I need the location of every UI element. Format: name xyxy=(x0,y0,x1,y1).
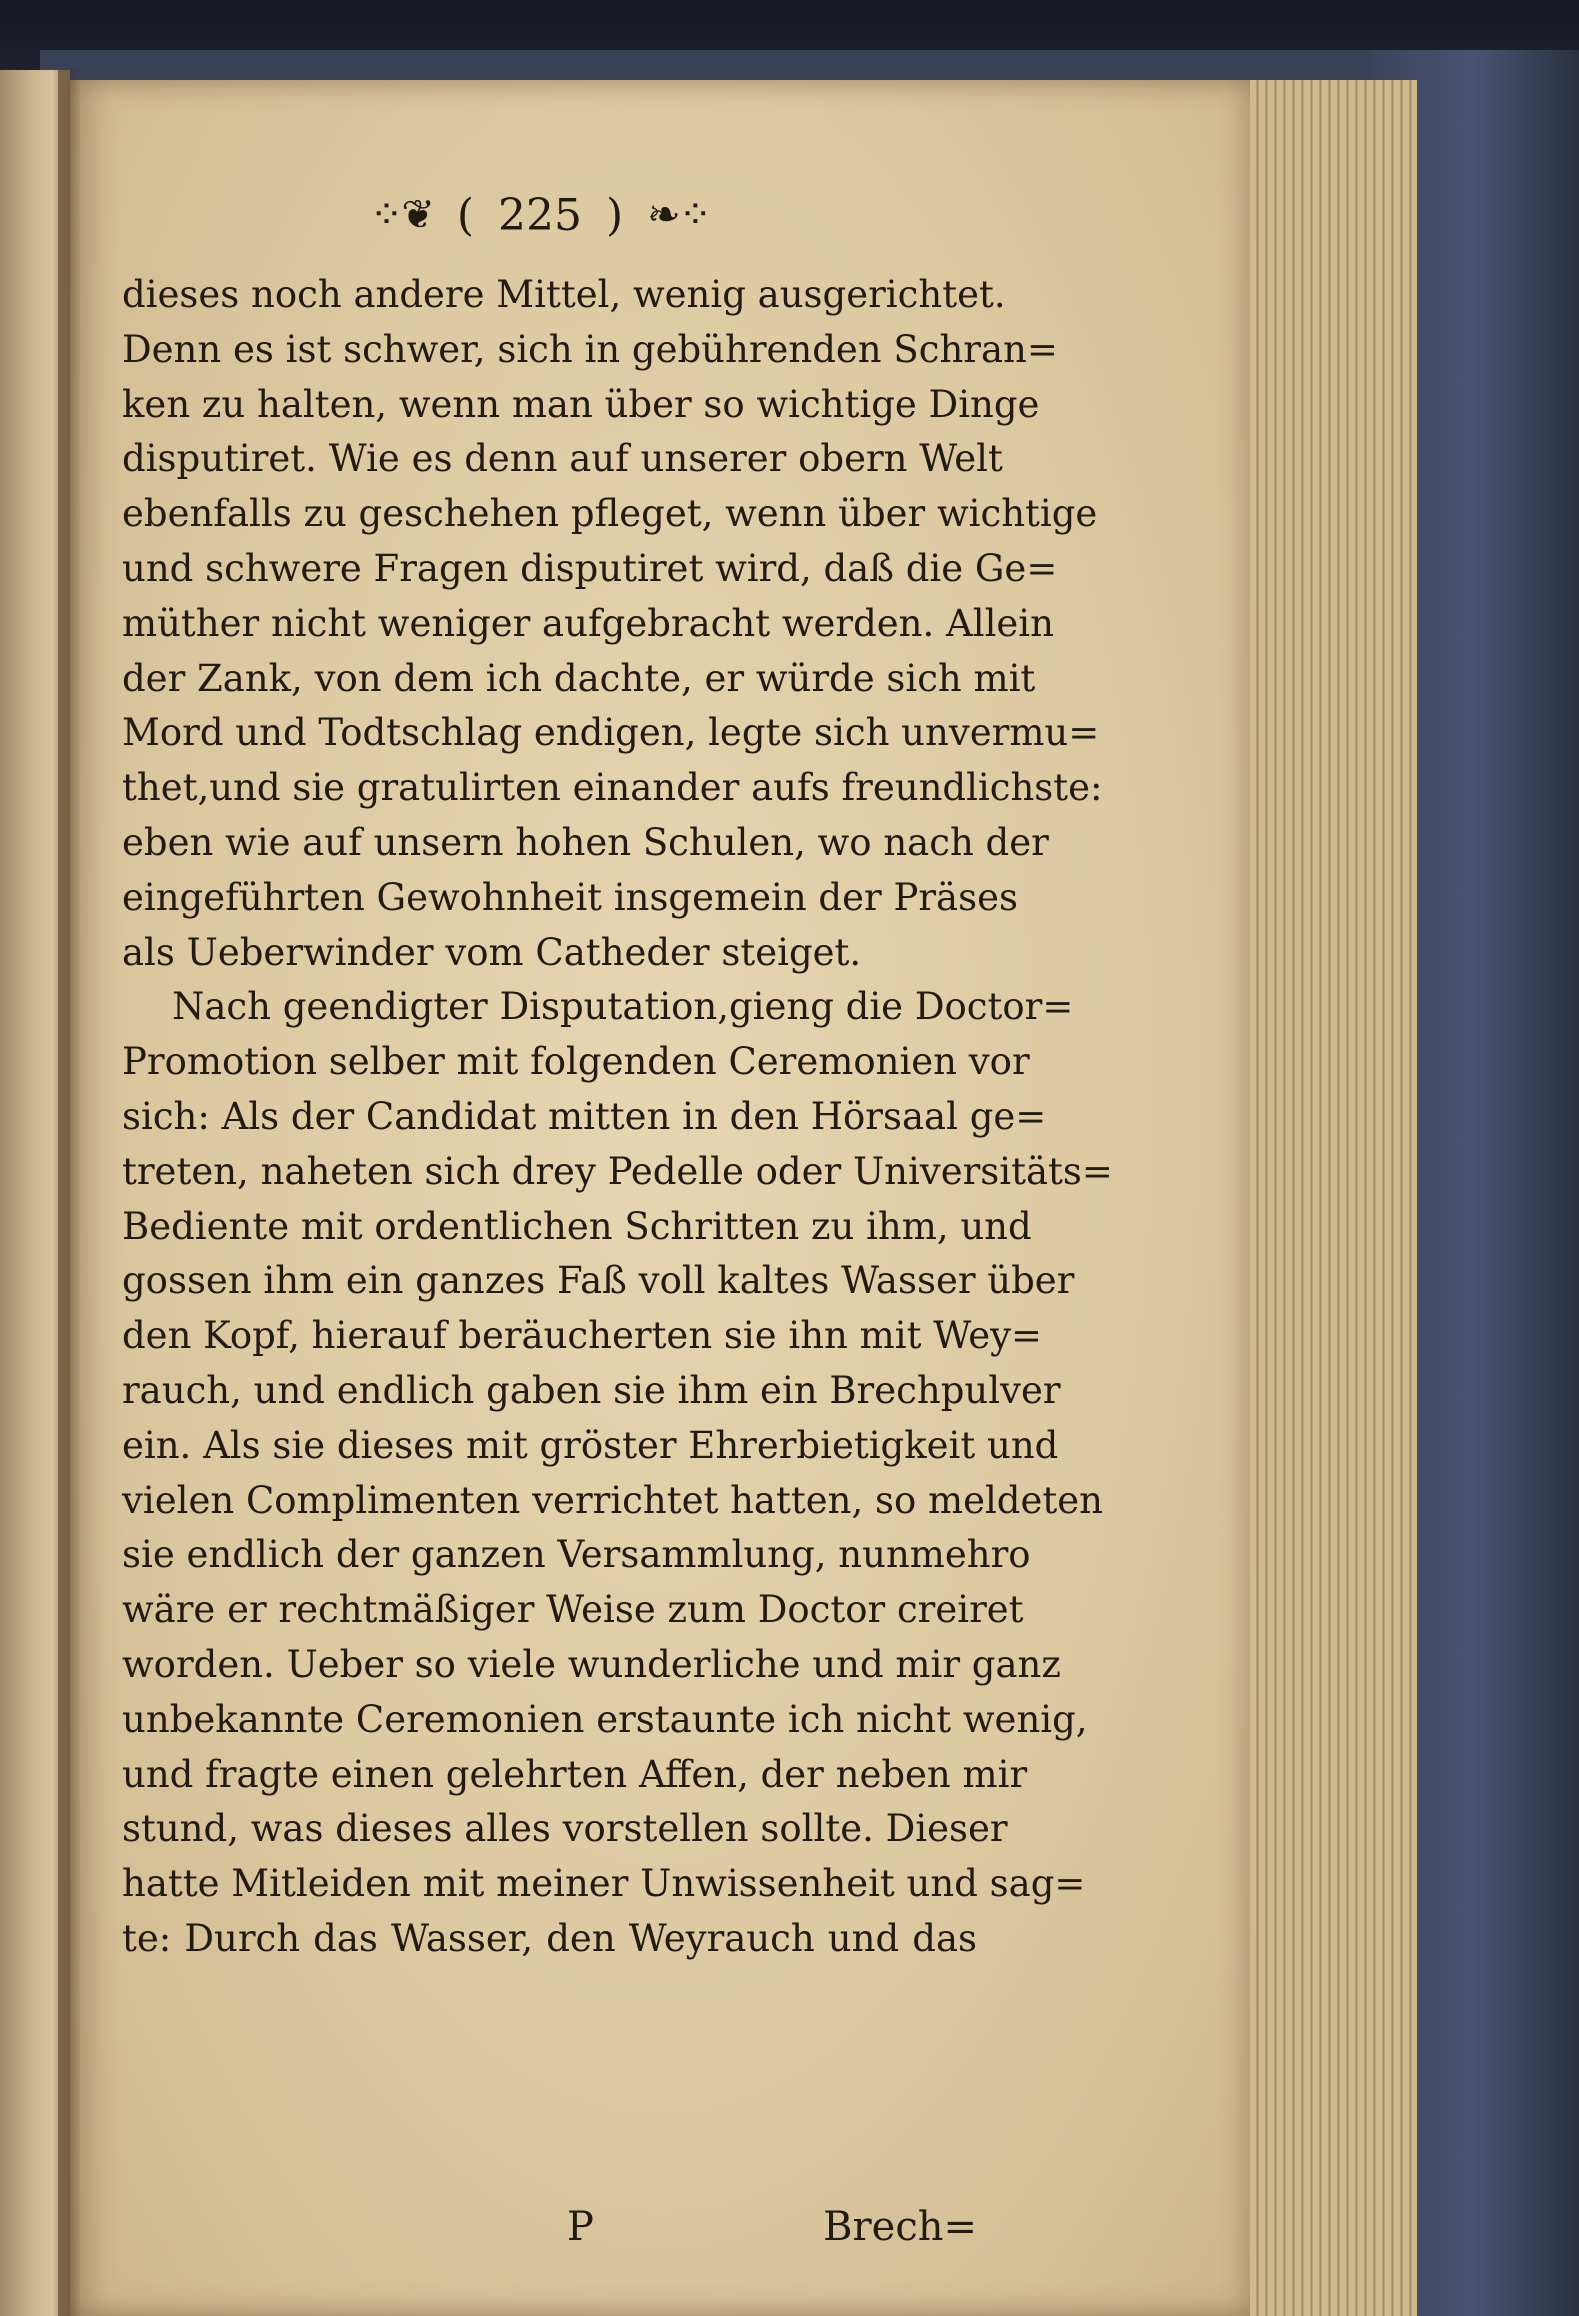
body-text xyxy=(122,268,1113,1967)
text-line: treten, naheten sich drey Pedelle oder Universitäts= xyxy=(122,1149,1113,1193)
text-line: ein. Als sie dieses mit gröster Ehrerbietigkeit und xyxy=(122,1423,1059,1467)
text-line: und fragte einen gelehrten Affen, der neben mir xyxy=(122,1752,1028,1796)
text-line: unbekannte Ceremonien erstaunte ich nicht wenig, xyxy=(122,1697,1088,1741)
text-line: vielen Complimenten verrichtet hatten, so meldeten xyxy=(122,1478,1103,1522)
text-line: müther nicht weniger aufgebracht werden. Allein xyxy=(122,601,1054,645)
text-line: hatte Mitleiden mit meiner Unwissenheit und sag= xyxy=(122,1862,1086,1906)
page-number: 225 xyxy=(498,189,582,241)
catchword: Brech= xyxy=(823,2204,977,2250)
text-line: Mord und Todtschlag endigen, legte sich unvermu= xyxy=(122,711,1100,755)
text-line: dieses noch andere Mittel, wenig ausgerichtet. xyxy=(122,273,1006,316)
text-line-paragraph-start: Nach geendigter Disputation,gieng die Doctor= xyxy=(172,985,1074,1029)
text-line: den Kopf, hierauf beräucherten sie ihn mit Wey= xyxy=(122,1314,1043,1358)
text-line: eingeführten Gewohnheit insgemein der Präses xyxy=(122,875,1018,919)
text-line: eben wie auf unsern hohen Schulen, wo nach der xyxy=(122,820,1049,864)
text-line: rauch, und endlich gaben sie ihm ein Brechpulver xyxy=(122,1368,1061,1412)
page-edges xyxy=(1240,80,1417,2316)
text-line: ken zu halten, wenn man über so wichtige Dinge xyxy=(122,382,1040,426)
text-line: disputiret. Wie es denn auf unserer obern Welt xyxy=(122,437,1003,481)
text-line: und schwere Fragen disputiret wird, daß die Ge= xyxy=(122,546,1058,590)
header-ornament-left: ⁘❦ xyxy=(369,192,433,238)
text-line: wäre er rechtmäßiger Weise zum Doctor creiret xyxy=(122,1588,1024,1632)
text-line: gossen ihm ein ganzes Faß voll kaltes Wasser über xyxy=(122,1259,1075,1303)
text-line-paragraph-end: als Ueberwinder vom Catheder steiget. xyxy=(122,930,862,974)
text-line: Promotion selber mit folgenden Ceremonien vor xyxy=(122,1040,1030,1084)
text-line: stund, was dieses alles vorstellen sollte. Dieser xyxy=(122,1807,1008,1851)
paren-close: ) xyxy=(605,189,624,241)
text-line: Bediente mit ordentlichen Schritten zu ihm, und xyxy=(122,1204,1032,1248)
signature-mark: P xyxy=(567,2204,594,2250)
header-ornament-right: ❧⁘ xyxy=(647,192,711,238)
text-line: thet,und sie gratulirten einander aufs freundlichste: xyxy=(122,766,1103,810)
page-footer xyxy=(122,2204,977,2264)
text-line: sie endlich der ganzen Versammlung, nunmehro xyxy=(122,1533,1031,1577)
text-line: worden. Ueber so viele wunderliche und mir ganz xyxy=(122,1642,1061,1686)
running-header xyxy=(270,185,810,245)
text-line: ebenfalls zu geschehen pfleget, wenn über wichtige xyxy=(122,492,1098,536)
text-line: te: Durch das Wasser, den Weyrauch und das xyxy=(122,1916,977,1960)
paren-open: ( xyxy=(456,189,474,241)
text-line: der Zank, von dem ich dachte, er würde sich mit xyxy=(122,656,1036,700)
text-line: sich: Als der Candidat mitten in den Hörsaal ge= xyxy=(122,1094,1047,1138)
gutter-shadow xyxy=(58,70,80,2316)
text-line: Denn es ist schwer, sich in gebührenden Schran= xyxy=(122,327,1058,371)
